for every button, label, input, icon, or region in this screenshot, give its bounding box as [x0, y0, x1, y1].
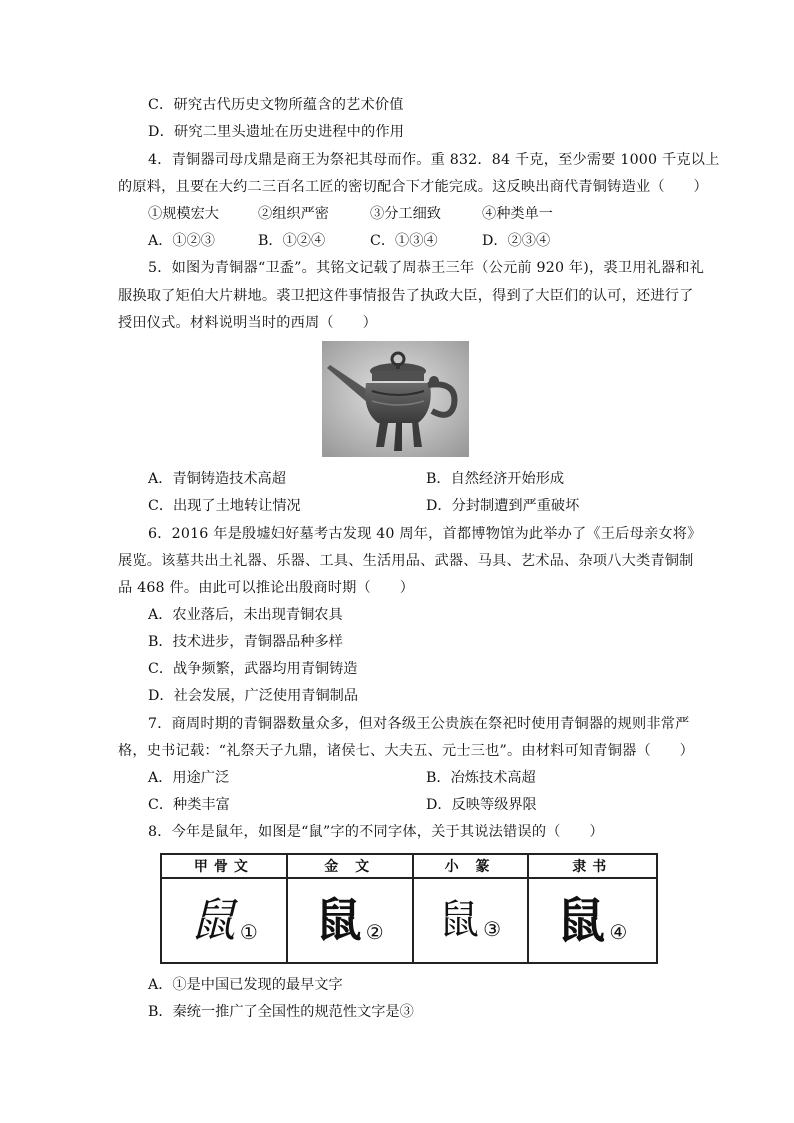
header-oracle-bone: 甲骨文 — [161, 854, 287, 878]
mark-1: ① — [239, 919, 258, 944]
q6-option-a: A．农业落后，未出现青铜农具 — [148, 607, 343, 623]
bronze-script-glyph: 鼠 — [315, 893, 362, 948]
q7-stem-line2: 格，史书记载：“礼祭天子九鼎，诸侯七、大夫五、元士三也”。由材料可知青铜器（ ） — [118, 743, 695, 759]
bronze-vessel-icon — [322, 341, 469, 457]
header-bronze-script: 金 文 — [287, 854, 413, 878]
q3-option-c: C．研究古代历史文物所蕴含的艺术价值 — [148, 97, 404, 113]
mark-2: ② — [365, 919, 384, 944]
q8-option-b: B．秦统一推广了全国性的规范性文字是③ — [148, 1004, 414, 1020]
clerical-glyph: 鼠 — [557, 892, 606, 949]
q4-stem-line2: 的原料，且要在大约二三百名工匠的密切配合下才能完成。这反映出商代青铜铸造业（ ） — [118, 179, 708, 195]
q8-option-a: A．①是中国已发现的最早文字 — [148, 977, 343, 993]
q4-item-4: ④种类单一 — [482, 206, 553, 222]
oracle-bone-glyph: 鼠 — [189, 893, 236, 948]
q4-item-3: ③分工细致 — [370, 206, 441, 222]
q7-option-a: A．用途广泛 — [148, 770, 230, 786]
q4-option-c: C．①③④ — [370, 233, 438, 249]
small-seal-glyph: 鼠 — [439, 897, 480, 944]
cell-small-seal — [413, 878, 528, 963]
q5-stem-line2: 服换取了矩伯大片耕地。裘卫把这件事情报告了执政大臣，得到了大臣们的认可，还进行了 — [118, 288, 694, 304]
q5-stem-line3: 授田仪式。材料说明当时的西周（ ） — [118, 315, 377, 331]
q6-stem-line2: 展览。该墓共出土礼器、乐器、工具、生活用品、武器、马具、艺术品、杂项八大类青铜制 — [118, 553, 694, 569]
q5-option-c: C．出现了土地转让情况 — [148, 498, 301, 514]
q4-item-1: ①规模宏大 — [148, 206, 219, 222]
mark-4: ④ — [609, 920, 628, 944]
q4-option-a: A．①②③ — [148, 233, 215, 249]
q7-option-b: B．冶炼技术高超 — [426, 770, 536, 786]
q6-option-b: B．技术进步，青铜器品种多样 — [148, 634, 343, 650]
q6-stem-line3: 品 468 件。由此可以推论出殷商时期（ ） — [118, 580, 415, 596]
bronze-wei-he-image — [322, 341, 469, 457]
q5-option-d: D．分封制遭到严重破坏 — [426, 498, 580, 514]
header-clerical: 隶书 — [528, 854, 657, 878]
shu-character-fonts-table — [160, 853, 658, 964]
q4-option-d: D．②③④ — [482, 233, 551, 249]
q7-stem-line1: 7．商周时期的青铜器数量众多，但对各级王公贵族在祭祀时使用青铜器的规则非常严 — [148, 716, 690, 732]
cell-oracle-bone — [161, 878, 287, 963]
mark-3: ③ — [483, 916, 502, 941]
q8-stem-line1: 8．今年是鼠年，如图是“鼠”字的不同字体，关于其说法错误的（ ） — [148, 824, 604, 840]
header-small-seal: 小 篆 — [413, 854, 528, 878]
cell-clerical — [528, 878, 657, 963]
q5-stem-line1: 5．如图为青铜器“卫盉”。其铭文记载了周恭王三年（公元前 920 年)，裘卫用礼器和礼 — [148, 260, 705, 276]
q5-option-b: B．自然经济开始形成 — [426, 471, 565, 487]
cell-bronze-script — [287, 878, 413, 963]
q4-stem-line1: 4．青铜器司母戊鼎是商王为祭祀其母而作。重 832．84 千克，至少需要 1000 千克以上 — [148, 152, 720, 168]
q6-option-d: D．社会发展，广泛使用青铜制品 — [148, 688, 359, 704]
q3-option-d: D．研究二里头遗址在历史进程中的作用 — [148, 124, 405, 140]
q4-option-b: B．①②④ — [258, 233, 326, 249]
q4-item-2: ②组织严密 — [258, 206, 329, 222]
q6-option-c: C．战争频繁，武器均用青铜铸造 — [148, 661, 358, 677]
q7-option-d: D．反映等级界限 — [426, 797, 537, 813]
q7-option-c: C．种类丰富 — [148, 797, 230, 813]
q5-option-a: A．青铜铸造技术高超 — [148, 471, 286, 487]
q6-stem-line1: 6．2016 年是殷墟妇好墓考古发现 40 周年，首都博物馆为此举办了《王后母亲女将》 — [148, 526, 702, 542]
